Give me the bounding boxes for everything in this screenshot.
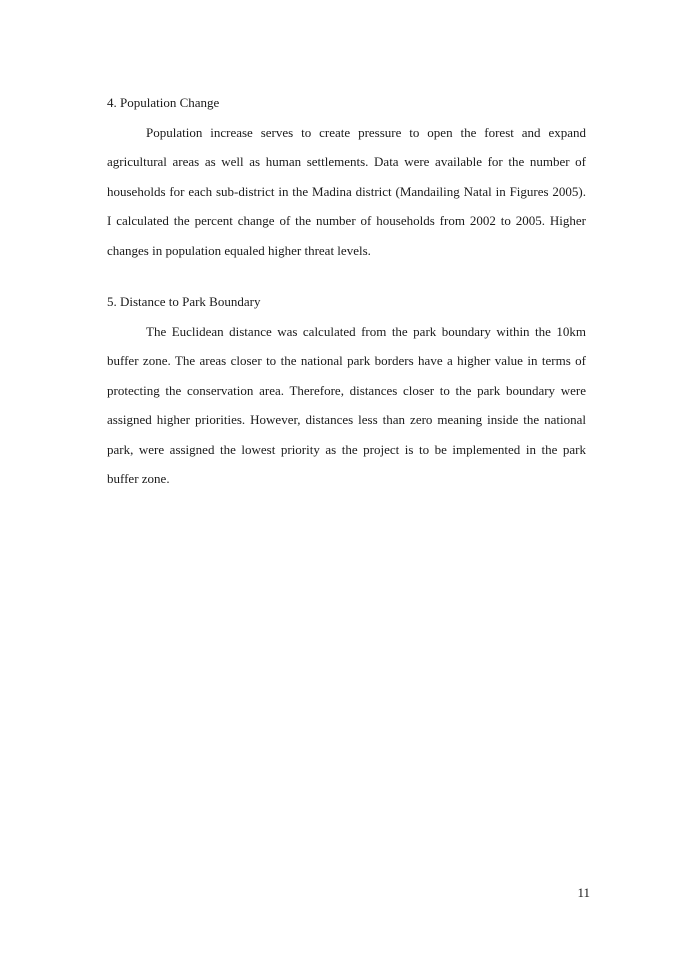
section-heading: 4. Population Change	[107, 95, 220, 110]
section-spacer	[107, 265, 586, 287]
section-paragraph: The Euclidean distance was calculated from the park boundary within the 10km buffer zone. The areas closer to the national park borders have a higher value in terms of protecting the conservation area. Therefore, distances closer to the park boundary were assigned higher priorities. However, distances less than zero meaning inside the national park, were assigned the lowest priority as the project is to be implemented in the park buffer zone.	[107, 323, 586, 486]
section-paragraph: Population increase serves to create pressure to open the forest and expand agricultural areas as well as human settlements. Data were available for the number of households for each sub-district in the Madina district (Mandailing Natal in Figures 2005). I calculated the percent change of the number of households from 2002 to 2005. Higher changes in population equaled higher threat levels.	[107, 124, 586, 258]
page-number: 11	[577, 885, 590, 900]
section-distance-to-park-boundary	[107, 287, 586, 494]
page-content	[107, 88, 586, 494]
section-population-change	[107, 88, 586, 265]
section-heading: 5. Distance to Park Boundary	[107, 294, 261, 309]
